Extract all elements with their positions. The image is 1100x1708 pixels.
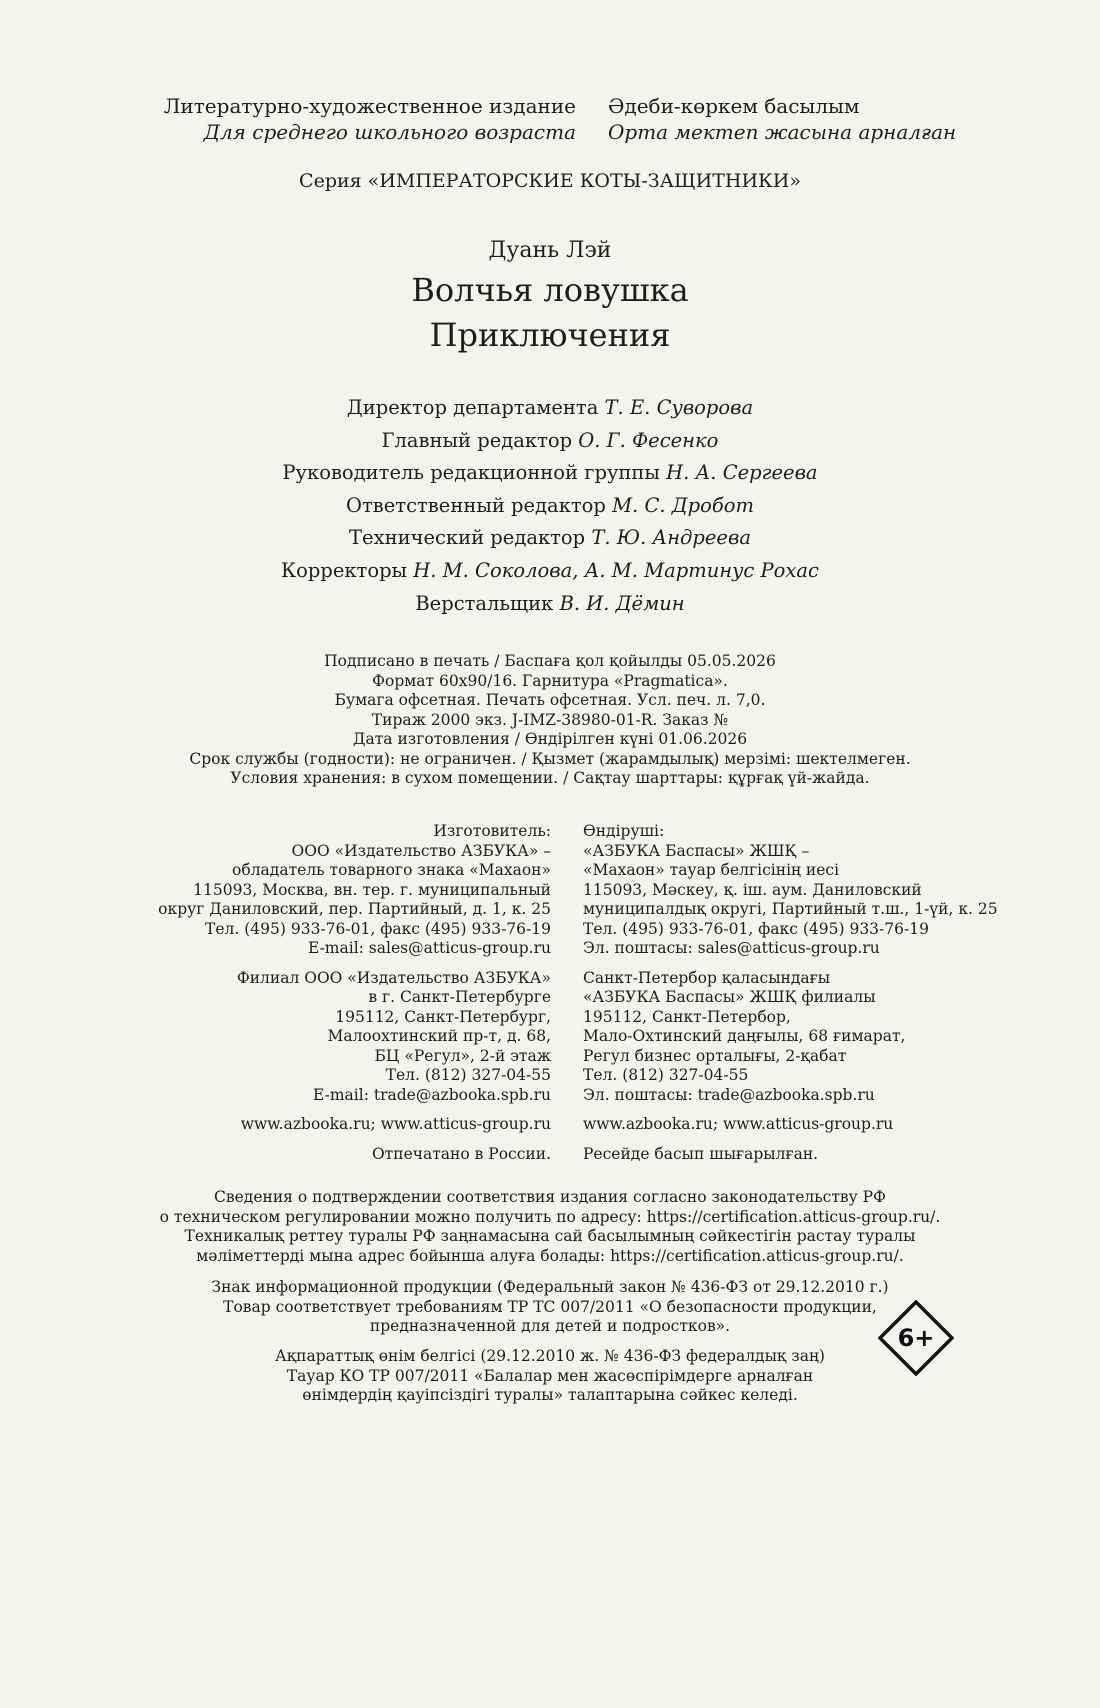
sales-email-ru: E-mail: sales@atticus-group.ru: [307, 939, 551, 957]
staff-name: Т. Е. Суворова: [604, 396, 754, 419]
printed-kz: Ресейде басып шығарылған.: [583, 1144, 819, 1163]
staff-line: Корректоры Н. М. Соколова, А. М. Мартинус Рохас: [281, 558, 819, 582]
manufacturer-ru: Изготовитель: ООО «Издательство АЗБУКА» – обладатель товарного знака «Махаон» 115093, Москва, вн. тер. г. муниципальный округ Даниловский, пер. Партийный, д. 1, к. 25 Тел. (495) 933-76-01, факс (495) 933-76-19 E-mail: sales@atticus-group.ru: [0, 822, 551, 959]
header-ru: [0, 93, 589, 145]
print-info-line: Формат 60x90/16. Гарнитура «Pragmatica».: [372, 671, 728, 690]
branch-ru: Филиал ООО «Издательство АЗБУКА» в г. Санкт-Петербурге 195112, Санкт-Петербург, Малоохтинский пр-т, д. 68, БЦ «Регул», 2-й этаж Тел. (812) 327-04-55 E-mail: trade@azbooka.spb.ru: [0, 969, 551, 1106]
certification-info: Сведения о подтверждении соответствия издания согласно законодательству РФ о техническом регулировании можно получить по адресу: https://certification.atticus-group.ru/. Техникалық реттеу туралы РФ заңнамасына сай басылымның сәйкестігін растау туралы мәліметтерді мына адрес бойынша алуға болады: https://certification.atticus-group.ru/.: [159, 1188, 941, 1265]
print-info-line: Тираж 2000 экз. J-IMZ-38980-01-R. Заказ №: [371, 710, 729, 729]
header-kz: [589, 93, 1100, 145]
printed-ru: Отпечатано в России.: [371, 1144, 551, 1163]
edition-type-ru: Литературно-художественное издание: [163, 94, 576, 118]
staff-name: Т. Ю. Андреева: [591, 526, 751, 550]
staff-name: В. И. Дёмин: [559, 591, 685, 615]
print-info-line: Срок службы (годности): не ограничен. / Қызмет (жарамдылық) мерзімі: шектелмеген.: [189, 749, 911, 768]
staff-line: Технический редактор Т. Ю. Андреева: [349, 526, 751, 550]
staff-name: О. Г. Фесенко: [578, 428, 719, 452]
staff-line: Главный редактор О. Г. Фесенко: [381, 428, 719, 452]
sales-email-kz: Эл. поштасы: sales@atticus-group.ru: [583, 939, 880, 957]
print-info-line: Подписано в печать / Баспаға қол қойылды 05.05.2026: [324, 652, 776, 670]
trade-email-kz: Эл. поштасы: trade@azbooka.spb.ru: [583, 1085, 875, 1104]
info-sign-ru: Знак информационной продукции (Федеральный закон № 436-ФЗ от 29.12.2010 г.) Товар соответствует требованиям ТР ТС 007/2011 «О безопасности продукции, предназначенной для детей и подростков».: [211, 1278, 889, 1335]
staff-line: Верстальщик В. И. Дёмин: [415, 591, 685, 615]
print-info-line: Условия хранения: в сухом помещении. / Сақтау шарттары: құрғақ үй-жайда.: [230, 769, 870, 787]
websites-block: [0, 1115, 1100, 1135]
staff-list: [0, 392, 1100, 620]
staff-line: Руководитель редакционной группы Н. А. Сергеева: [282, 461, 818, 485]
edition-header: [0, 93, 1100, 145]
staff-name: М. С. Дробот: [612, 493, 754, 517]
websites-ru: www.azbooka.ru; www.atticus-group.ru: [240, 1115, 551, 1133]
age-group-kz: Орта мектеп жасына арналған: [608, 120, 957, 144]
print-info: [0, 652, 1100, 789]
author-name: Дуань Лэй: [488, 238, 612, 263]
staff-name: Н. М. Соколова, А. М. Мартинус Рохас: [413, 558, 819, 582]
trade-email-ru: E-mail: trade@azbooka.spb.ru: [313, 1085, 551, 1104]
printed-block: [0, 1145, 1100, 1165]
edition-type-kz: Әдеби-көркем басылым: [608, 94, 860, 118]
age-group-ru: Для среднего школьного возраста: [203, 120, 576, 144]
staff-name: Н. А. Сергеева: [666, 461, 818, 485]
manufacturer-kz: Өндіруші: «АЗБУКА Баспасы» ЖШҚ – «Махаон» тауар белгісінің иесі 115093, Мәскеу, қ. іш. аум. Даниловский муниципалдық округі, Партийный т.ш., 1-үй, к. 25 Тел. (495) 933-76-01, факс (495) 933-76-19 Эл. поштасы: sales@atticus-group.ru: [551, 822, 1100, 959]
print-info-line: Бумага офсетная. Печать офсетная. Усл. печ. л. 7,0.: [334, 691, 766, 709]
age-rating-badge: [878, 1300, 954, 1376]
branch-block: [0, 969, 1100, 1106]
print-info-line: Дата изготовления / Өндірілген күні 01.06.2026: [352, 730, 748, 748]
manufacturer-block: [0, 822, 1100, 959]
branch-kz: Санкт-Петербор қаласындағы «АЗБУКА Баспасы» ЖШҚ филиалы 195112, Санкт-Петербор, Мало-Охтинский даңғылы, 68 ғимарат, Регул бизнес орталығы, 2-қабат Тел. (812) 327-04-55 Эл. поштасы: trade@azbooka.spb.ru: [551, 969, 1100, 1106]
age-rating-text: 6+: [897, 1324, 935, 1352]
info-sign-kz: Ақпараттық өнім белгісі (29.12.2010 ж. № 436-ФЗ федералдық заң) Тауар КО ТР 007/2011 «Балалар мен жасөспірімдерге арналған өнімдердің қауіпсіздігі туралы» талаптарына сәйкес келеді.: [275, 1347, 825, 1404]
publisher-details: [0, 822, 1100, 1164]
book-subtitle: Приключения: [429, 316, 671, 354]
websites-kz: www.azbooka.ru; www.atticus-group.ru: [583, 1115, 894, 1133]
book-title: Волчья ловушка: [411, 271, 689, 309]
staff-line: Ответственный редактор М. С. Дробот: [346, 493, 754, 517]
staff-line: Директор департамента Т. Е. Суворова: [346, 396, 754, 419]
series-name: Серия «ИМПЕРАТОРСКИЕ КОТЫ-ЗАЩИТНИКИ»: [299, 170, 801, 192]
